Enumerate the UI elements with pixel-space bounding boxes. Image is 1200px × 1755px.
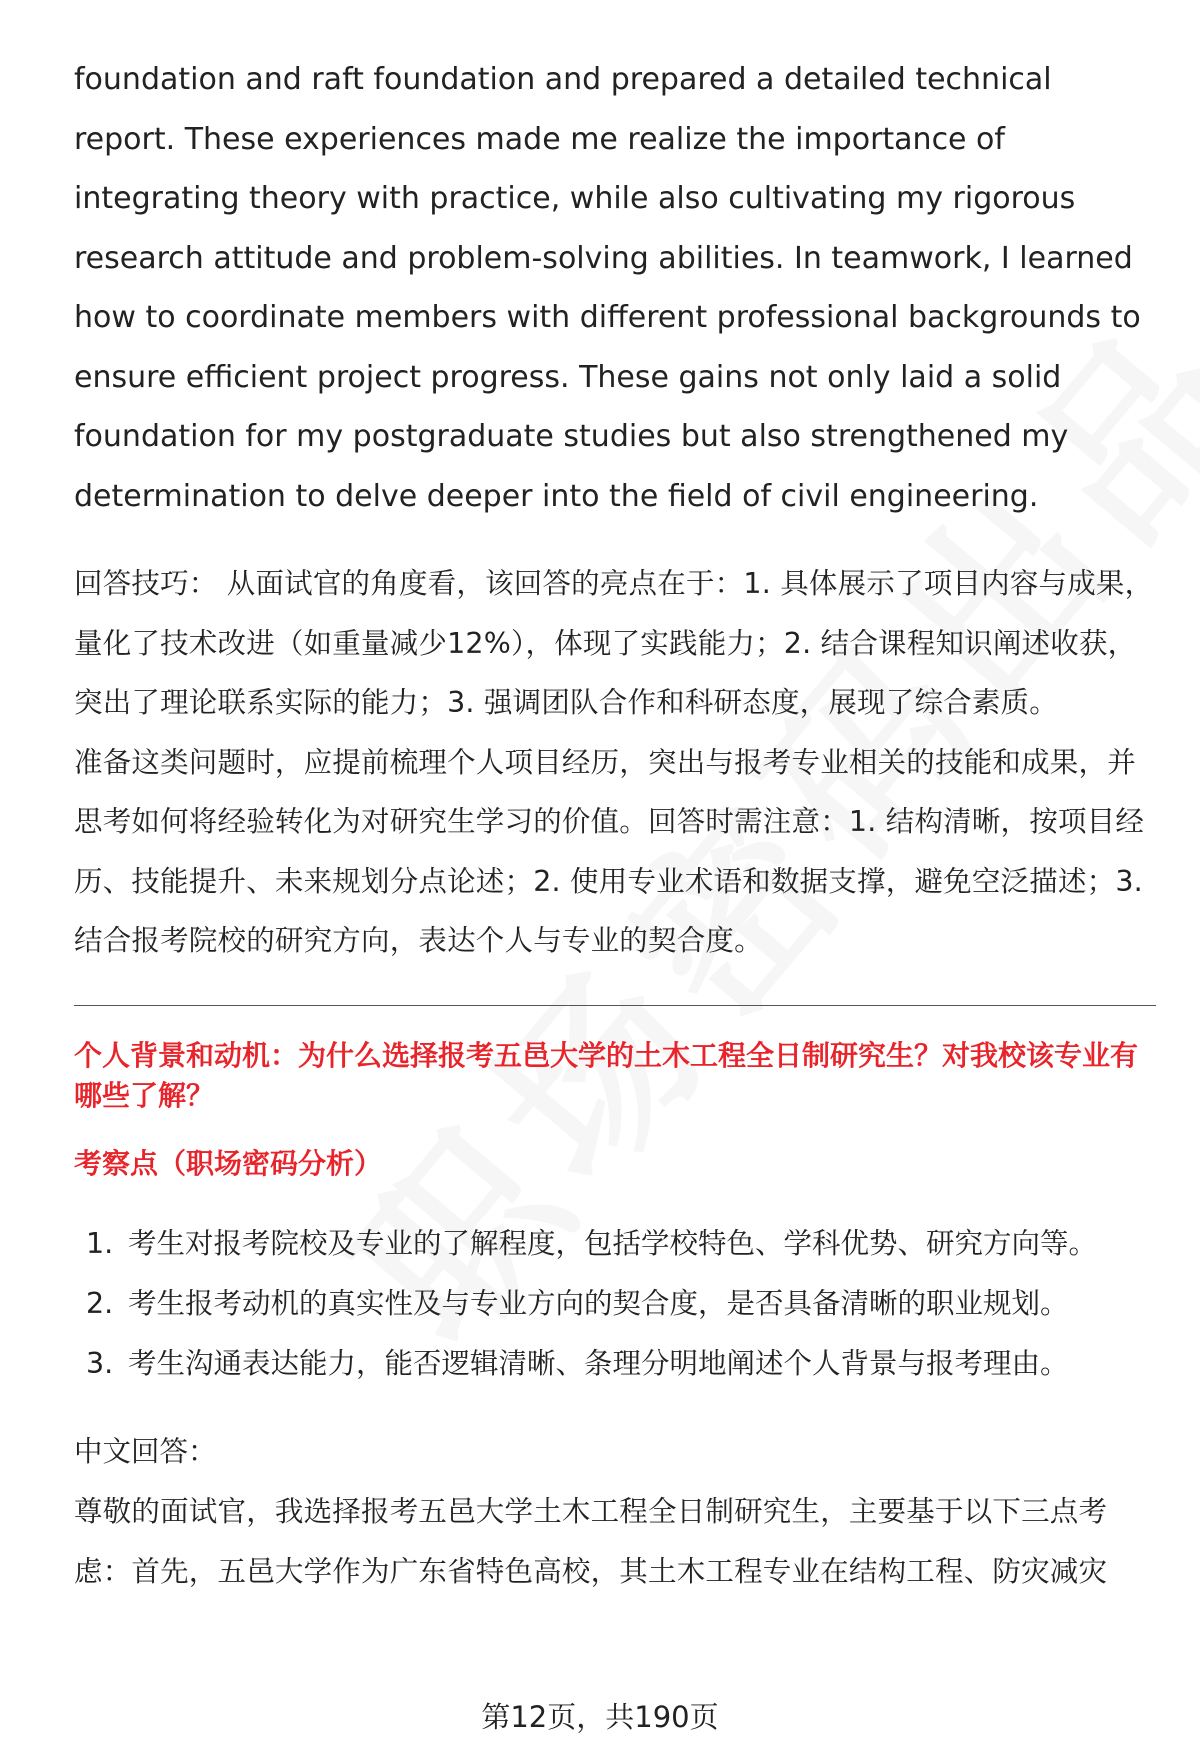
page-number-footer: 第12页，共190页 bbox=[481, 1700, 719, 1734]
section-divider bbox=[74, 1005, 1156, 1006]
page-content bbox=[74, 50, 1154, 1602]
question-title: 个人背景和动机：为什么选择报考五邑大学的土木工程全日制研究生？对我校该专业有哪些了解？ bbox=[74, 1038, 1139, 1112]
answer-tips-paragraph: 回答技巧： 从面试官的角度看，该回答的亮点在于：1. 具体展示了项目内容与成果，量化了技术改进（如重量减少12%），体现了实践能力；2. 结合课程知识阐述收获，突出了理论联系实际的能力；3. 强调团队合作和科研态度，展现了综合素质。 bbox=[74, 567, 1154, 719]
english-answer-paragraph: foundation and raft foundation and prepared a detailed technical report. These experiences made me realize the importance of integrating theory with practice, while also cultivating my rigorous research attitude and problem-solving abilities. In teamwork, I learned how to coordinate members with different professional backgrounds to ensure efficient project progress. These gains not only laid a solid foundation for my postgraduate studies but also strengthened my determination to delve deeper into the field of civil engineering. bbox=[74, 62, 1141, 514]
list-item-number: 3. bbox=[86, 1346, 114, 1380]
list-item bbox=[74, 1274, 1154, 1334]
chinese-answer-text: 尊敬的面试官，我选择报考五邑大学土木工程全日制研究生，主要基于以下三点考虑：首先，五邑大学作为广东省特色高校，其土木工程专业在结构工程、防灾减灾 bbox=[74, 1494, 1108, 1588]
chinese-answer-label: 中文回答： bbox=[74, 1434, 217, 1468]
list-item-number: 1. bbox=[86, 1226, 114, 1260]
assessment-points-list bbox=[74, 1214, 1154, 1394]
list-item-text: 考生对报考院校及专业的了解程度，包括学校特色、学科优势、研究方向等。 bbox=[128, 1226, 1098, 1260]
list-item-number: 2. bbox=[86, 1286, 114, 1320]
list-item bbox=[74, 1214, 1154, 1274]
list-item-text: 考生报考动机的真实性及与专业方向的契合度，是否具备清晰的职业规划。 bbox=[128, 1286, 1069, 1320]
assessment-heading: 考察点（职场密码分析） bbox=[74, 1146, 383, 1180]
list-item bbox=[74, 1334, 1154, 1394]
preparation-advice-paragraph: 准备这类问题时，应提前梳理个人项目经历，突出与报考专业相关的技能和成果，并思考如何将经验转化为对研究生学习的价值。回答时需注意：1. 结构清晰，按项目经历、技能提升、未来规划分点论述；2. 使用专业术语和数据支撑，避免空泛描述；3. 结合报考院校的研究方向，表达个人与专业的契合度。 bbox=[74, 745, 1145, 957]
list-item-text: 考生沟通表达能力，能否逻辑清晰、条理分明地阐述个人背景与报考理由。 bbox=[128, 1346, 1069, 1380]
